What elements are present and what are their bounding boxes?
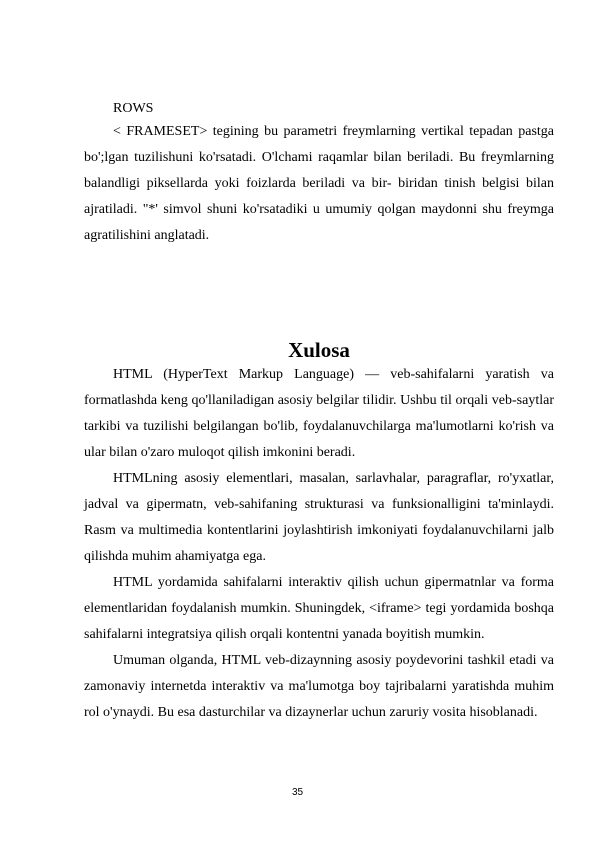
- page-number: 35: [291, 787, 304, 798]
- rows-label: ROWS: [113, 101, 154, 116]
- conclusion-section: [84, 362, 554, 726]
- conclusion-paragraph-1: HTML (HyperText Markup Language) — veb-sahifalarni yaratish va formatlashda keng qo'llaniladigan asosiy belgilar tilidir. Ushbu til orqali veb-saytlar tarkibi va tuzilishi belgilangan bo'lib, foydalanuvchilarga ma'lumotlarni ko'rish va ular bilan o'zaro muloqot qilish imkonini beradi.: [84, 367, 554, 460]
- conclusion-paragraph-4: Umuman olganda, HTML veb-dizaynning asosiy poydevorini tashkil etadi va zamonaviy internetda interaktiv va ma'lumotga boy tajribalarni yaratishda muhim rol o'ynaydi. Bu esa dasturchilar va dizaynerlar uchun zaruriy vosita hisoblanadi.: [84, 653, 554, 720]
- frameset-section: [84, 119, 554, 249]
- conclusion-paragraph-2: HTMLning asosiy elementlari, masalan, sarlavhalar, paragraflar, ro'yxatlar, jadval va gipermatn, veb-sahifaning strukturasi va funksionalligini ta'minlaydi. Rasm va multimedia kontentlarini joylashtirish imkoniyati foydalanuvchilarni jalb qilishda muhim ahamiyatga ega.: [84, 471, 554, 564]
- conclusion-paragraph-3: HTML yordamida sahifalarni interaktiv qilish uchun gipermatnlar va forma elementlaridan foydalanish mumkin. Shuningdek, <iframe> tegi yordamida boshqa sahifalarni integratsiya qilish orqali kontentni yanada boyitish mumkin.: [84, 575, 554, 642]
- frameset-paragraph: < FRAMESET> tegining bu parametri freymlarning vertikal tepadan pastga bo';lgan tuzilishuni ko'rsatadi. O'lchami raqamlar bilan beriladi. Bu freymlarning balandligi piksellarda yoki foizlarda beriladi va bir- biridan tinish belgisi bilan ajratiladi. "*' simvol shuni ko'rsatadiki u umumiy qolgan maydonni shu freymga agratilishini anglatadi.: [84, 124, 554, 243]
- conclusion-heading: Xulosa: [288, 338, 350, 362]
